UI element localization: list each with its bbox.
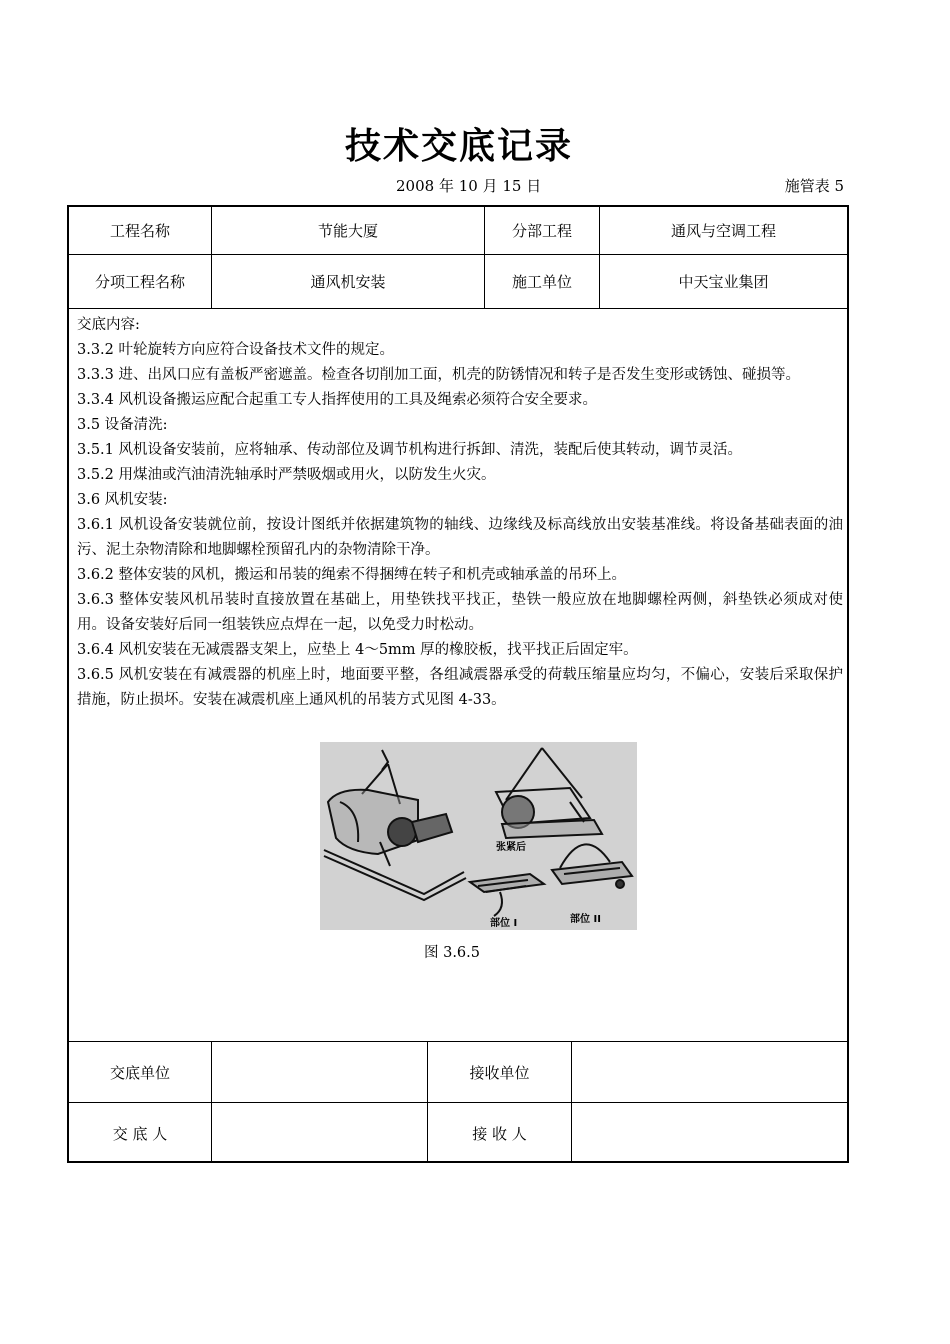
- issuer-label: 交 底 人: [112, 1124, 168, 1143]
- fan-hoisting-illustration: [320, 742, 637, 930]
- division-label: 分部工程: [511, 222, 572, 240]
- content-area: [77, 313, 843, 713]
- content-paragraph: 3.3.2 叶轮旋转方向应符合设备技术文件的规定。: [77, 342, 395, 358]
- content-paragraph: 3.6.5 风机安装在有减震器的机座上时，地面要平整，各组减震器承受的荷载压缩量应均匀，不偏心，安装后采取保护措施，防止损坏。安装在减震机座上通风机的吊装方式见图 4-33。: [77, 667, 843, 708]
- content-paragraph: 3.6 风机安装:: [77, 492, 168, 508]
- figure-label-1: 张紧后: [496, 842, 526, 853]
- figure-label-3: 部位 II: [570, 914, 601, 925]
- contractor-label: 施工单位: [511, 273, 572, 291]
- receiver-unit-label: 接收单位: [469, 1063, 530, 1082]
- record-table: [67, 205, 849, 1163]
- content-paragraph: 3.6.4 风机安装在无减震器支架上，应垫上 4～5mm 厚的橡胶板，找平找正后固定牢。: [77, 642, 638, 658]
- project-name-value: 节能大厦: [317, 222, 378, 240]
- fan-hoisting-figure: [320, 742, 637, 930]
- subitem-label: 分项工程名称: [94, 273, 185, 291]
- figure-label-2: 部位 I: [490, 918, 518, 929]
- division-value: 通风与空调工程: [670, 222, 776, 240]
- issuer-unit-value[interactable]: [212, 1042, 427, 1102]
- content-paragraph: 3.6.2 整体安装的风机，搬运和吊装的绳索不得捆缚在转子和机壳或轴承盖的吊环上。: [77, 567, 627, 583]
- content-paragraph: 3.6.1 风机设备安装就位前，按设计图纸并依据建筑物的轴线、边缘线及标高线放出安装基准线。将设备基础表面的油污、泥土杂物清除和地脚螺栓预留孔内的杂物清除干净。: [77, 517, 843, 558]
- subitem-value: 通风机安装: [310, 273, 386, 291]
- document-date: 2008 年 10 月 15 日: [396, 177, 542, 195]
- receiver-label: 接 收 人: [472, 1124, 527, 1143]
- contractor-value: 中天宝业集团: [678, 273, 769, 291]
- content-paragraph: 3.3.3 进、出风口应有盖板严密遮盖。检查各切削加工面，机壳的防锈情况和转子是否发生变形或锈蚀、碰损等。: [77, 367, 800, 383]
- content-paragraph: 3.5.2 用煤油或汽油清洗轴承时严禁吸烟或用火，以防发生火灾。: [77, 467, 496, 483]
- content-paragraph: 3.6.3 整体安装风机吊装时直接放置在基础上，用垫铁找平找正，垫铁一般应放在地脚螺栓两侧，斜垫铁必须成对使用。设备安装好后同一组装铁应点焊在一起，以免受力时松动。: [77, 592, 843, 633]
- row-divider: [69, 308, 847, 309]
- document-title: 技术交底记录: [344, 126, 573, 167]
- form-number: 施管表 5: [784, 177, 844, 195]
- receiver-unit-value[interactable]: [572, 1042, 847, 1102]
- content-paragraph: 交底内容:: [77, 317, 140, 333]
- figure-caption: 图 3.6.5: [423, 945, 480, 961]
- content-paragraph: 3.3.4 风机设备搬运应配合起重工专人指挥使用的工具及绳索必须符合安全要求。: [77, 392, 598, 408]
- receiver-value[interactable]: [572, 1103, 847, 1163]
- issuer-unit-label: 交底单位: [109, 1063, 170, 1082]
- content-paragraph: 3.5 设备清洗:: [77, 417, 168, 433]
- issuer-value[interactable]: [212, 1103, 427, 1163]
- content-paragraph: 3.5.1 风机设备安装前，应将轴承、传动部位及调节机构进行拆卸、清洗，装配后使其转动，调节灵活。: [77, 442, 742, 458]
- project-name-label: 工程名称: [109, 222, 170, 240]
